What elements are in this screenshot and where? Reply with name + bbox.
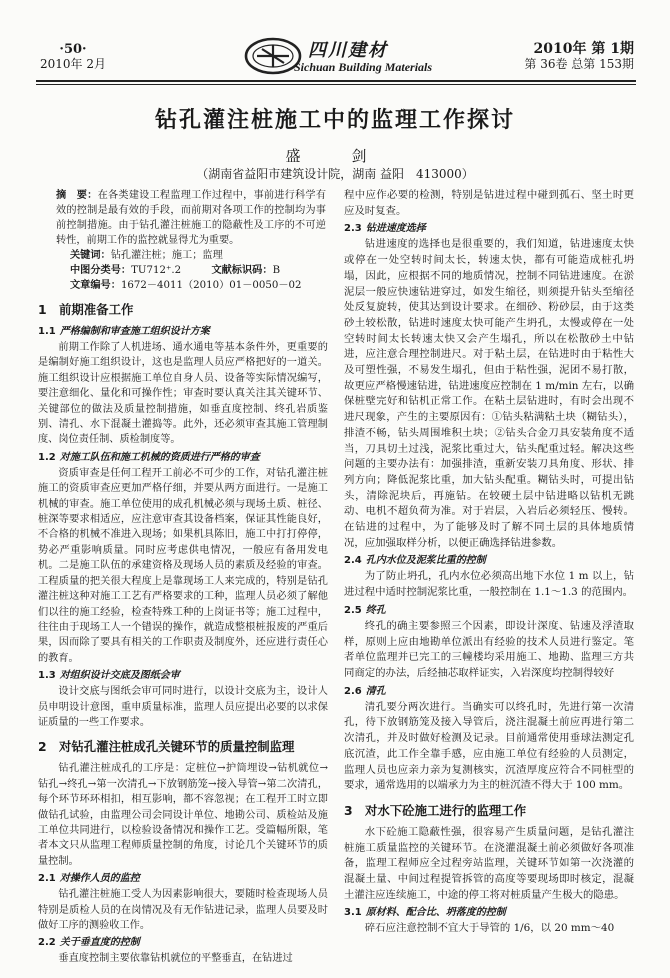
subsection-number: 3.1	[344, 907, 362, 919]
subsection-heading	[38, 871, 328, 886]
journal-header	[0, 0, 670, 82]
body-paragraph: 清孔要分两次进行。当确实可以终孔时，先进行第一次清孔，待下放钢筋笼及接入导管后，浇注混凝土前应再进行第二次清孔，并及时做好检测及记录。目前通常使用垂球法测定孔底沉渣，此工作全靠手感，应由施工单位有经验的人员测定，监理人员也应亲力亲为复测核实，沉渣厚度应符合不同桩型的要求，通常选用的以端承力为主的桩沉渣不得大于 100 mm。	[344, 700, 634, 792]
clc-value: TU712⁺.2	[131, 265, 182, 276]
subsection-number: 2.4	[344, 555, 362, 567]
keywords-text: 钻孔灌注桩；施工；监理	[110, 250, 223, 261]
article-id-value: 1672－4011（2010）01－0050－02	[120, 280, 302, 291]
issue-info: 2010年 第 1期	[533, 41, 634, 57]
subsection-number: 2.2	[38, 937, 56, 949]
subsection-number: 2.5	[344, 604, 362, 616]
subsection-title: 严格编制和审查施工组织设计方案	[59, 326, 210, 337]
article-id-label: 文章编号：	[70, 280, 121, 291]
author-affiliation: （湖南省益阳市建筑设计院，湖南 益阳 413000）	[196, 167, 474, 181]
subsection-title: 对操作人员的监控	[59, 873, 140, 885]
classification-line	[70, 263, 328, 278]
body-paragraph: 设计交底与图纸会审可同时进行，以设计交底为主，设计人员申明设计意图，重申质量标准，监理人员应提出必要的以求保证质量的一些工作要求。	[38, 686, 328, 728]
subsection-title: 孔内水位及泥浆比重的控制	[365, 555, 486, 567]
journal-name-en: Sichuan Building Materials	[294, 60, 433, 74]
header-right	[524, 42, 634, 72]
subsection-heading	[38, 450, 328, 465]
keywords	[70, 248, 328, 263]
subsection-title: 对施工队伍和施工机械的资质进行严格的审查	[59, 451, 260, 463]
body-paragraph: 钻孔灌注桩成孔的工序是：定桩位→护筒埋设→钻机就位→钻孔→终孔→第一次清孔→下放钢筋笼→接入导管→第二次清孔，每个环节环环相扣，相互影响，都不容忽视；在工程开工时立即做钻孔试验，由监理公司会同设计单位、地勘公司、质检站及施工单位共同进行，以检验设备情况和操作工艺。受篇幅所限，笔者本文只从监理工程师质量控制的角度，讨论几个关键环节的质量控制。	[38, 763, 328, 867]
article-title: 钻孔灌注桩施工中的监理工作探讨	[154, 108, 515, 133]
abstract	[56, 188, 326, 248]
subsection-heading	[344, 603, 634, 618]
header-date: 2010年 2月	[40, 57, 106, 71]
left-column	[38, 188, 328, 967]
subsection-number: 1.1	[38, 326, 56, 337]
subsection-number: 1.2	[38, 451, 56, 463]
subsection-title: 对组织设计交底及图纸会审	[59, 670, 180, 682]
body-paragraph: 钻进速度的选择也是很重要的，我们知道，钻进速度太快或停在一处空转时间太长，转速太快，都有可能造成桩孔坍塌，因此，应根据不同的地质情况，控制不同钻进速度。在淤泥层一般应快速钻进穿过，如发生缩径，则须提升钻头至缩径处反复旋转，使其达到设计要求。在细砂、粉砂层，由于这类砂土较松散，钻进时速度太快可能产生坍孔，太慢或停在一处空转时间太长转速太快又会产生塌孔，所以在松散砂土中钻进，应注意合理控制进尺。对于粘土层，在钻进时由于粘性大及可塑性强，不易发生塌孔，但由于粘性强，泥团不易打散，故更应严格慢速钻进，钻进速度应控制在 1 m/min 左右，以确保桩壁完好和钻机正常工作。在粘土层钻进时，有时会出现不进尺现象，产生的主要原因有：①钻头粘满粘土块（糊钻头），排渣不畅，钻头周围堆积土块；②钻头合金刀具安装角度不适当，刀具切土过浅，泥浆比重过大，钻头配重过轻。解决这些问题的主要办法有：加强排渣，重新安装刀具角度、形状、排列方向；降低泥浆比重，加大钻头配重。糊钻头时，可提出钻头，清除泥块后，再施钻。在较硬土层中钻进略以钻机无跳动、电机不超负荷为准。对于岩层，入岩后必须轻压、慢转。在钻进的过程中，为了能够及时了解不同土层的具体地质情况，应加强取样分析，以便正确选择钻进参数。	[344, 238, 634, 549]
page-number: ·50·	[59, 42, 87, 57]
subsection-number: 2.1	[38, 873, 56, 885]
body-paragraph: 为了防止坍孔，孔内水位必须高出地下水位 1 m 以上，钻进过程中适时控制泥浆比重，一般控制在 1.1～1.3 的范围内。	[344, 570, 634, 599]
subsection-number: 1.3	[38, 670, 56, 682]
doc-code-value: B	[272, 265, 281, 276]
article-author: 盛 剑	[285, 147, 385, 165]
body-paragraph: 资质审查是任何工程开工前必不可少的工作，对钻孔灌注桩施工的资质审查应更加严格仔细，并要从两方面进行。一是施工机械的审查。施工单位使用的成孔机械必须与现场土质、桩径、桩深等要求相适应，应注意审查其设备档案，保证其性能良好，不合格的机械不准进入现场；如果机具陈旧，施工中打打停停，势必严重影响质量。同时应考虑供电情况，一般应有备用发电机。二是施工队伍的承建资格及现场人员的素质及经验的审查。工程质量的把关很大程度上是靠现场工人来完成的，特别是钻孔灌注桩这种对施工工艺有严格要求的工种，监理人员必须了解他们以往的施工经验，检查特殊工种的上岗证书等；施工过程中，往往由于现场工人一个错误的操作，就造成整根桩报废的严重后果，因而除了要具有相关的工作职责及制度外，还应进行责任心的教育。	[38, 467, 328, 664]
body-paragraph: 钻孔灌注桩施工受人为因素影响很大，要随时检查现场人员特别是质检人员的在岗情况及有无作钻进记录，监理人员要及时做好工序的测验收工作。	[38, 889, 328, 931]
left-body	[38, 302, 328, 967]
article-id-line	[70, 278, 328, 293]
subsection-heading	[344, 905, 634, 920]
subsection-title: 清孔	[365, 685, 386, 697]
subsection-number: 2.3	[344, 223, 362, 235]
section-heading: 3 对水下砼施工进行的监理工作	[344, 802, 527, 818]
abstract-label: 摘 要：	[56, 190, 98, 201]
abstract-text: 在各类建设工程监理工作过程中，事前进行科学有效的控制是最有效的手段，而前期对各项工作的控制均为事前控制措施。由于钻孔灌注桩施工的隐蔽性及工序的不可逆转性，前期工作的监控就显得尤为重要。	[56, 190, 327, 246]
subsection-heading	[38, 935, 328, 950]
body-paragraph: 终孔的确主要参照三个因素，即设计深度、钻速及浮渣取样，原则上应由地勘单位派出有经验的技术人员进行鉴定。笔者单位监理并已完工的三幢楼均采用施工、地勘、监理三方共同商定的办法，后经抽芯取样证实，入岩深度均控制得较好	[344, 619, 634, 679]
journal-name-cn: 四川建材	[308, 40, 388, 61]
keywords-label: 关键词：	[70, 250, 111, 261]
section-heading: 1 前期准备工作	[38, 302, 134, 317]
subsection-title: 钻进速度选择	[365, 223, 426, 235]
header-rule-thick	[36, 80, 636, 82]
subsection-title: 原材料、配合比、坍落度的控制	[365, 907, 506, 919]
body-paragraph: 垂直度控制主要依靠钻机就位的平整垂直，在钻进过	[58, 953, 293, 965]
body-paragraph: 前期工作除了人机进场、通水通电等基本条件外，更重要的是编制好施工组织设计，这也是监理人员应严格把好的一道关。施工组织设计应根据施工单位自身人员、设备等实际情况编写，要注意细化、量化和可操作性；审查时要认真关注其关键环节、关键部位的做法及质量控制措施，如垂直度控制、终孔岩质鉴别、清孔、水下混凝土灌捣等。此外，还必须审查其施工管理制度、岗位责任制、质检制度等。	[38, 342, 328, 446]
doc-code-label: 文献标识码：	[211, 265, 273, 276]
body-paragraph: 程中应作必要的检测，特别是钻进过程中碰到孤石、坚土时更应及时复查。	[344, 189, 634, 217]
subsection-heading	[344, 221, 634, 236]
volume-info: 第 36卷 总第 153期	[524, 57, 634, 71]
subsection-heading	[38, 324, 328, 339]
right-column	[344, 188, 634, 937]
subsection-heading	[38, 668, 328, 683]
subsection-number: 2.6	[344, 685, 362, 697]
right-body	[344, 188, 634, 937]
clc-label: 中图分类号：	[70, 265, 132, 276]
section-heading: 2 对钻孔灌注桩成孔关键环节的质量控制监理	[38, 739, 295, 755]
header-left	[40, 42, 106, 72]
header-rule-thin	[36, 84, 636, 85]
subsection-heading	[344, 553, 634, 568]
subsection-heading	[344, 684, 634, 699]
subsection-title: 关于垂直度的控制	[59, 937, 140, 949]
body-paragraph: 水下砼施工隐蔽性强，很容易产生质量问题，是钻孔灌注桩施工质量监控的关键环节。在浇灌混凝土前必须做好各项准备，监理工程师应全过程旁站监理，关键环节如第一次浇灌的混凝土量、中间过程提管拆管的高度等要现场即时核定，混凝土灌注应连续施工，中途的停工将对桩质量产生极大的隐患。	[344, 825, 634, 901]
body-paragraph: 碎石应注意控制不宜大于导管的 1/6，以 20 mm～40	[364, 922, 615, 935]
subsection-title: 终孔	[365, 604, 386, 616]
